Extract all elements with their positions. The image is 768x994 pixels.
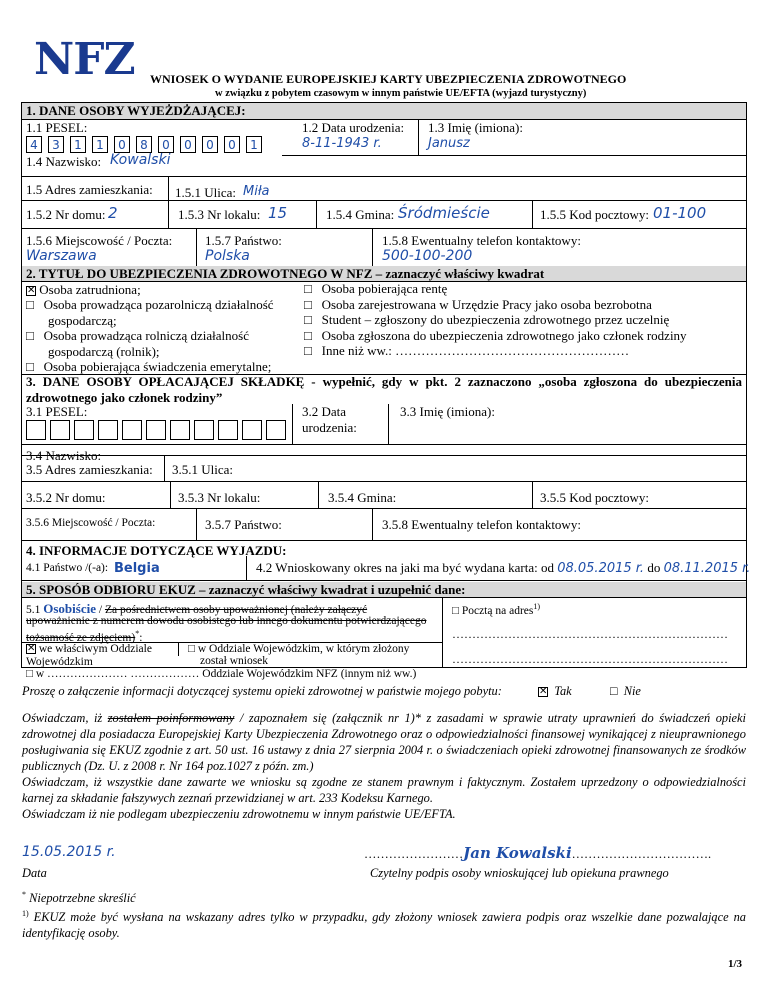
divider xyxy=(372,508,373,540)
pickup-option-other-branch[interactable] xyxy=(26,668,416,680)
pickup-slash: / xyxy=(98,604,103,616)
section5-heading: 5. SPOSÓB ODBIORU EKUZ – zaznaczyć właściwy kwadrat i uzupełnić dane: xyxy=(26,582,466,597)
signature-value: Jan Kowalski xyxy=(463,844,572,862)
footnote-text: Niepotrzebne skreślić xyxy=(29,891,136,906)
page-number: 1/3 xyxy=(728,958,743,970)
option-label-cont: gospodarczą (rolnik); xyxy=(48,344,160,359)
checkbox[interactable]: □ xyxy=(304,343,312,358)
divider xyxy=(22,580,746,581)
declaration-3: Oświadczam iż nie podlegam ubezpieczeniu zdrowotnemu w innym państwie UE/EFTA. xyxy=(22,807,456,821)
city-label: 1.5.6 Miejscowość / Poczta: xyxy=(26,233,173,248)
checkbox[interactable]: □ xyxy=(304,328,312,343)
dots: …………………… xyxy=(364,847,464,861)
option-label: Osoba zatrudniona; xyxy=(39,282,141,297)
pickup-option-filing-branch[interactable] xyxy=(188,643,409,655)
city-value[interactable]: Warszawa xyxy=(26,248,97,264)
country-value[interactable]: Polska xyxy=(205,248,250,264)
footnote-text: EKUZ może być wysłana na wskazany adres tylko w przypadku, gdy złożony wniosek zawiera podpis oraz wszelkie dane pozwalające na identyfikację osoby. xyxy=(22,910,746,941)
pesel-digit[interactable]: 0 xyxy=(180,136,196,153)
card-period xyxy=(256,560,750,576)
option-business[interactable] xyxy=(26,297,274,313)
option-label: Osoba pobierająca świadczenia emerytalne; xyxy=(43,359,272,374)
divider xyxy=(318,481,319,508)
period-label: 4.2 Wnioskowany okres na jaki ma być wydana karta: od xyxy=(256,560,554,575)
surname-label: 1.4 Nazwisko: xyxy=(26,154,102,169)
trip-country-value[interactable]: Belgia xyxy=(114,561,160,576)
section4-heading: 4. INFORMACJE DOTYCZĄCE WYJAZDU: xyxy=(26,543,287,558)
divider xyxy=(22,481,746,482)
payer-pesel-digit[interactable] xyxy=(218,420,238,440)
option-label: Inne niż ww.: ……………………………………………… xyxy=(321,343,630,358)
option-label: Nie xyxy=(623,684,641,698)
option-label: Osoba zarejestrowana w Urzędzie Pracy jako osoba bezrobotna xyxy=(321,297,652,312)
pesel-label: 1.1 PESEL: xyxy=(26,120,88,135)
house-number-value[interactable]: 2 xyxy=(108,204,118,222)
checkbox[interactable]: □ xyxy=(26,328,34,343)
option-other[interactable] xyxy=(304,343,629,359)
document-title: WNIOSEK O WYDANIE EUROPEJSKIEJ KARTY UBEZPIECZENIA ZDROWOTNEGO xyxy=(150,72,627,86)
divider xyxy=(372,228,373,266)
option-pension[interactable] xyxy=(304,281,447,297)
payer-pesel-digit[interactable] xyxy=(74,420,94,440)
phone-value[interactable]: 500-100-200 xyxy=(382,248,473,264)
divider xyxy=(22,508,746,509)
payer-surname-label: 3.4 Nazwisko: xyxy=(26,448,102,463)
payer-address-label: 3.5 Adres zamieszkania: xyxy=(26,462,153,477)
divider xyxy=(442,597,443,667)
payer-dob-label: 3.2 Data xyxy=(302,404,347,419)
pickup-proxy-strike: tożsamość ze zdjęciem) xyxy=(26,631,136,644)
divider xyxy=(164,455,165,481)
divider xyxy=(168,200,169,228)
pesel-digit[interactable]: 8 xyxy=(136,136,152,153)
dots: ……………………………. xyxy=(571,847,712,861)
payer-phone-label: 3.5.8 Ewentualny telefon kontaktowy: xyxy=(382,517,581,532)
checkbox[interactable]: □ xyxy=(26,297,34,312)
footnote-mark: * xyxy=(135,629,140,638)
divider xyxy=(22,597,746,598)
divider xyxy=(316,200,317,228)
option-label: Osoba zgłoszona do ubezpieczenia zdrowotnego jako członek rodziny xyxy=(321,328,687,343)
flat-number-label: 1.5.3 Nr lokalu: xyxy=(178,207,261,222)
first-name-label: 1.3 Imię (imiona): xyxy=(428,120,523,135)
phone-label: 1.5.8 Ewentualny telefon kontaktowy: xyxy=(382,233,581,248)
option-label: Student – zgłoszony do ubezpieczenia zdrowotnego przez uczelnię xyxy=(321,312,670,327)
payer-pesel-digit[interactable] xyxy=(50,420,70,440)
payer-pesel-digit[interactable] xyxy=(266,420,286,440)
pesel-digit[interactable]: 1 xyxy=(92,136,108,153)
attachment-yes[interactable] xyxy=(538,684,572,699)
pickup-personal-label[interactable]: Osobiście xyxy=(43,601,96,616)
divider xyxy=(532,481,533,508)
divider xyxy=(196,508,197,540)
checkbox-checked[interactable]: ✕ xyxy=(27,285,36,297)
footnote-mark: * xyxy=(22,890,26,899)
option-label: Osoba prowadząca rolniczą działalność xyxy=(43,328,249,343)
postal-code-value[interactable]: 01-100 xyxy=(653,204,707,222)
payer-dob-label-cont: urodzenia: xyxy=(302,420,357,435)
option-family-member[interactable] xyxy=(304,328,687,344)
payer-country-label: 3.5.7 Państwo: xyxy=(205,517,282,532)
option-employed[interactable] xyxy=(26,282,141,298)
period-to-label: do xyxy=(647,560,661,575)
divider xyxy=(292,404,293,444)
document-subtitle: w związku z pobytem czasowym w innym państwie UE/EFTA (wyjazd turystyczny) xyxy=(215,88,587,99)
signature-label: Czytelny podpis osoby wnioskującej lub opiekuna prawnego xyxy=(370,866,669,880)
divider xyxy=(388,404,389,444)
pesel-digit[interactable]: 0 xyxy=(202,136,218,153)
payer-city-label: 3.5.6 Miejscowość / Poczta: xyxy=(26,517,156,529)
divider xyxy=(178,642,179,656)
payer-commune-label: 3.5.4 Gmina: xyxy=(328,490,397,505)
option-label: Tak xyxy=(554,684,572,698)
option-label-cont: gospodarczą; xyxy=(48,313,117,328)
pesel-digit[interactable]: 1 xyxy=(246,136,262,153)
commune-label: 1.5.4 Gmina: xyxy=(326,207,395,222)
divider xyxy=(170,481,171,508)
checkbox[interactable]: □ xyxy=(304,297,312,312)
divider xyxy=(418,119,419,155)
commune-value[interactable]: Śródmieście xyxy=(398,204,490,222)
divider xyxy=(246,556,247,580)
option-label: w ………………… ……………… Oddziale Wojewódzkim NFZ (innym niż ww.) xyxy=(35,668,417,680)
section1-heading: 1. DANE OSOBY WYJEŻDŻAJĄCEJ: xyxy=(26,103,246,118)
declaration-1 xyxy=(22,710,746,774)
payer-pesel-label: 3.1 PESEL: xyxy=(26,404,88,419)
surname-value[interactable]: Kowalski xyxy=(110,152,171,168)
checkbox[interactable]: □ xyxy=(304,312,312,327)
divider xyxy=(532,200,533,228)
option-unemployed[interactable] xyxy=(304,297,652,313)
checkbox[interactable]: □ xyxy=(304,281,312,296)
decl-strike: zostałem poinformowany xyxy=(107,711,235,725)
pickup-option-own-branch-cont: Wojewódzkim xyxy=(26,656,93,668)
pesel-digit[interactable]: 1 xyxy=(70,136,86,153)
checkbox[interactable]: □ xyxy=(26,359,34,374)
divider xyxy=(22,228,746,229)
decl-text: Oświadczam, iż xyxy=(22,711,103,725)
trip-country-label: 4.1 Państwo /(-a): xyxy=(26,562,109,574)
sign-date-label: Data xyxy=(22,866,47,880)
payer-pesel-digit[interactable] xyxy=(26,420,46,440)
footnote-mark: 1) xyxy=(533,602,541,611)
pickup-proxy-cont: upoważnienie z numerem dowodu osobistego lub innego dokumentu potwierdzającego xyxy=(26,615,427,627)
option-label: Osoba prowadząca pozarolniczą działalność xyxy=(43,297,274,312)
option-farmer[interactable] xyxy=(26,328,249,344)
option-label: Pocztą na adres xyxy=(461,604,534,617)
country-label: 1.5.7 Państwo: xyxy=(205,233,282,248)
pesel-digit[interactable]: 4 xyxy=(26,136,42,153)
checkbox[interactable]: □ xyxy=(26,668,33,680)
address-label: 1.5 Adres zamieszkania: xyxy=(26,182,153,197)
payer-pesel-digit[interactable] xyxy=(146,420,166,440)
section3-heading: 3. DANE OSOBY OPŁACAJĄCEJ SKŁADKĘ - wypełnić, gdy w pkt. 2 zaznaczono „osoba zgłoszona do ubezpieczenia xyxy=(26,374,742,389)
payer-pesel-digit[interactable] xyxy=(170,420,190,440)
postal-code-label: 1.5.5 Kod pocztowy: xyxy=(540,207,650,222)
footnote-1 xyxy=(22,890,136,906)
section3-heading-cont: zdrowotnego jako członek rodziny” xyxy=(26,390,223,405)
footnote-mark: 1) xyxy=(22,909,29,918)
pickup-option-own-branch[interactable] xyxy=(26,643,152,655)
pesel-digit[interactable]: 3 xyxy=(48,136,64,153)
divider xyxy=(22,176,746,177)
divider xyxy=(196,228,197,266)
divider xyxy=(22,200,746,201)
pesel-digit[interactable]: 0 xyxy=(224,136,240,153)
dob-label: 1.2 Data urodzenia: xyxy=(302,120,405,135)
dob-value[interactable]: 8-11-1943 r. xyxy=(302,136,382,151)
pickup-post[interactable] xyxy=(452,602,540,617)
pickup-proxy-label: Za pośrednictwem osoby upoważnionej (należy załączyć xyxy=(104,604,368,616)
flat-number-value[interactable]: 15 xyxy=(268,204,288,222)
attachment-question: Proszę o załączenie informacji dotyczącej systemu opieki zdrowotnej w państwie mojego pobytu: xyxy=(22,684,502,698)
nfz-logo: NFZ xyxy=(34,34,135,85)
street-label: 1.5.1 Ulica: xyxy=(175,185,237,200)
option-label: Osoba pobierająca rentę xyxy=(321,281,448,296)
section2-heading: 2. TYTUŁ DO UBEZPIECZENIA ZDROWOTNEGO W NFZ – zaznaczyć właściwy kwadrat xyxy=(26,266,545,281)
pesel-digit[interactable]: 0 xyxy=(114,136,130,153)
option-student[interactable] xyxy=(304,312,669,328)
checkbox-checked[interactable]: ✕ xyxy=(539,686,548,698)
checkbox[interactable]: □ xyxy=(610,684,618,698)
payer-pesel-digit[interactable] xyxy=(242,420,262,440)
decl-text: / zapoznałem się (załącznik nr 1)* z zasadami w sprawie utraty uprawnień do świadczeń opieki zdrowotnej dla posiadacza Europejskiej Karty Ubezpieczenia Zdrowotnego oraz o odpowiedzialności finansowej wynikającej z nieuprawnionego posługiwania się EKUZ zgodnie z art. 50 ust. 16 ustawy z dnia 27 sierpnia 2004 r. o świadczeniach opieki zdrowotnej finansowanych ze środków publicznych (Dz. U. z 2008 r. Nr 164 poz.1027 z późn. zm.) xyxy=(22,711,746,773)
footnote-2 xyxy=(22,906,746,941)
sign-date[interactable]: 15.05.2015 r. xyxy=(22,844,116,860)
payer-pesel-digit[interactable] xyxy=(122,420,142,440)
pickup-proxy-colon: : xyxy=(139,631,143,644)
payer-flat-label: 3.5.3 Nr lokalu: xyxy=(178,490,261,505)
checkbox[interactable]: □ xyxy=(452,604,459,617)
signature-line[interactable] xyxy=(364,844,711,862)
payer-pesel-digit[interactable] xyxy=(98,420,118,440)
pickup-number: 5.1 xyxy=(26,604,41,616)
divider xyxy=(22,455,746,456)
payer-postal-label: 3.5.5 Kod pocztowy: xyxy=(540,490,650,505)
payer-house-label: 3.5.2 Nr domu: xyxy=(26,490,106,505)
street-value[interactable]: Miła xyxy=(243,184,270,199)
post-address-line[interactable]: …………………………………………………………… xyxy=(452,627,728,641)
pesel-digit[interactable]: 0 xyxy=(158,136,174,153)
payer-street-label: 3.5.1 Ulica: xyxy=(172,462,234,477)
post-address-line[interactable]: …………………………………………………………… xyxy=(452,652,728,666)
payer-pesel-digit[interactable] xyxy=(194,420,214,440)
divider xyxy=(22,540,746,541)
divider xyxy=(22,444,746,445)
pickup-option-filing-branch-cont: został wniosek xyxy=(200,655,269,667)
checkbox-checked[interactable]: ✕ xyxy=(27,643,36,655)
declaration-2: Oświadczam, iż wszystkie dane zawarte we wniosku są zgodne ze stanem prawnym i faktycznym. Zostałem uprzedzony o odpowiedzialności karnej za składanie fałszywych zeznań przewidzianej w art. 233 Kodeksu Karnego. xyxy=(22,775,746,805)
option-label: w Oddziale Wojewódzkim, w którym złożony xyxy=(197,643,410,655)
divider xyxy=(282,155,746,156)
house-number-label: 1.5.2 Nr domu: xyxy=(26,207,106,222)
option-label: we właściwym Oddziale xyxy=(38,643,152,655)
period-to[interactable]: 08.11.2015 r. xyxy=(663,561,751,576)
option-retired[interactable] xyxy=(26,359,271,375)
checkbox[interactable]: □ xyxy=(188,643,195,655)
period-from[interactable]: 08.05.2015 r. xyxy=(557,561,645,576)
payer-name-label: 3.3 Imię (imiona): xyxy=(400,404,495,419)
divider xyxy=(168,176,169,200)
first-name-value[interactable]: Janusz xyxy=(428,136,470,151)
attachment-no[interactable] xyxy=(610,684,641,699)
